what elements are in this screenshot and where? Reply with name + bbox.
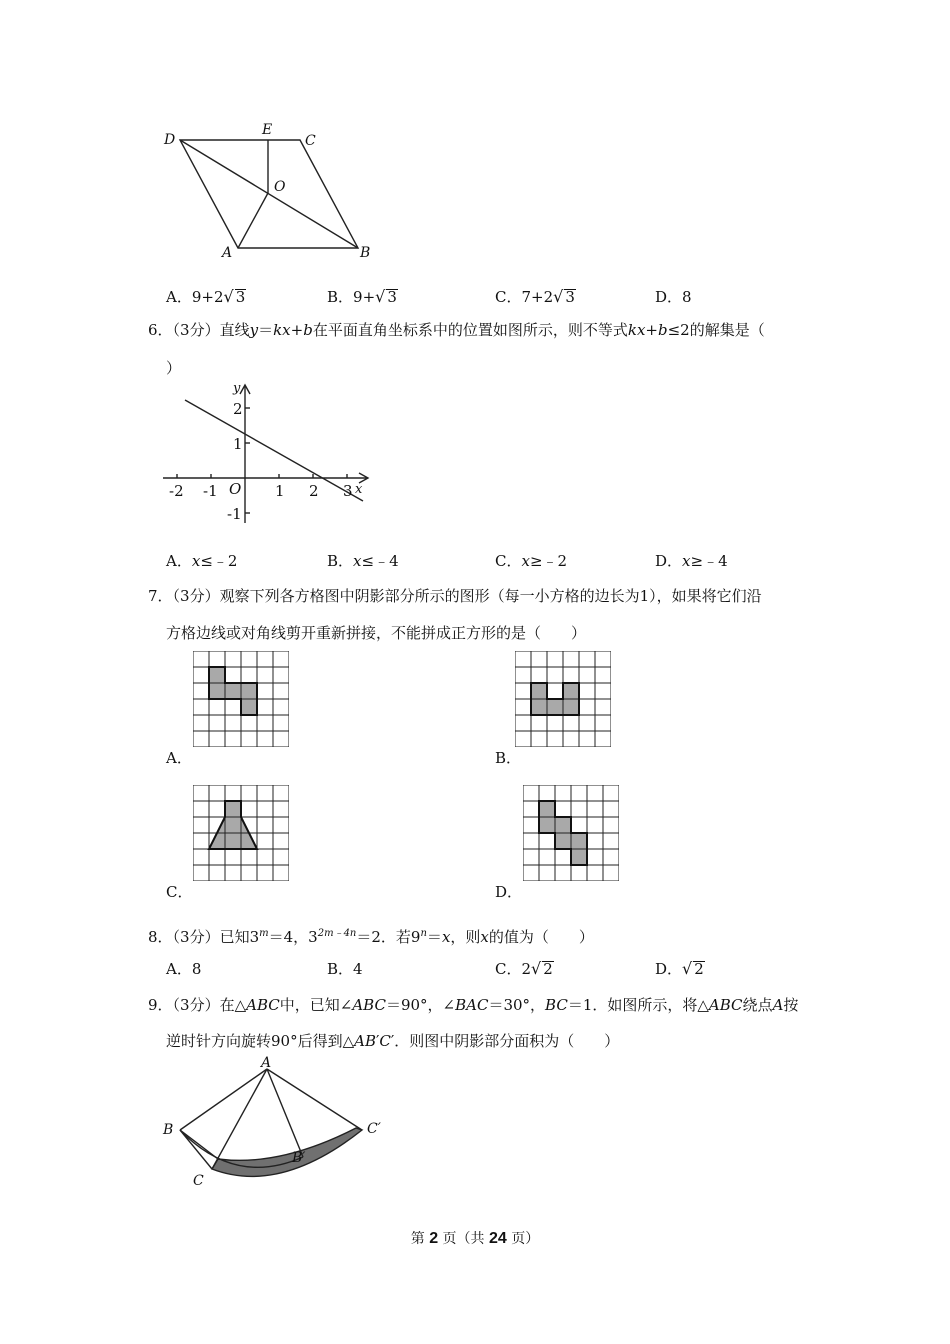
label-C: C xyxy=(305,133,316,149)
q6-option-b[interactable]: B．x≤﹣4 xyxy=(327,552,399,570)
q6-option-c[interactable]: C．x≥﹣2 xyxy=(495,552,568,570)
q7-label-a: A． xyxy=(166,749,192,767)
q8-option-b[interactable]: B．4 xyxy=(327,960,363,978)
q6-option-a[interactable]: A．x≤﹣2 xyxy=(166,552,238,570)
y-label: y xyxy=(233,381,241,396)
q7-stem-line2: 方格边线或对角线剪开重新拼接，不能拼成正方形的是（ ） xyxy=(166,624,587,642)
q6-graph xyxy=(155,378,380,528)
q6-stem-close: ） xyxy=(166,359,182,377)
q8-option-d[interactable]: D．√ 2 xyxy=(655,959,704,978)
q5-option-a[interactable]: A．9+2√ 3 xyxy=(166,287,246,306)
label-C-prime: C′ xyxy=(367,1121,381,1137)
q7-grid-c[interactable] xyxy=(193,785,289,881)
q6-option-d[interactable]: D．x≥﹣4 xyxy=(655,552,728,570)
x-tick: -2 xyxy=(169,482,184,500)
label-E: E xyxy=(262,122,273,138)
q7-grid-d[interactable] xyxy=(523,785,619,881)
y-tick: -1 xyxy=(227,505,242,523)
label-B: B xyxy=(163,1122,174,1138)
label-A: A xyxy=(261,1055,272,1071)
q8-option-c[interactable]: C．2√ 2 xyxy=(495,959,553,978)
label-B: B xyxy=(360,245,371,261)
x-tick: -1 xyxy=(203,482,218,500)
label-D: D xyxy=(164,132,176,148)
y-tick: 1 xyxy=(233,435,243,453)
q7-label-b: B． xyxy=(495,749,522,767)
q8-stem: 8．（3分）已知$3^m=4$，$3^{2m﹣4n}=2$．若$9^n=x$，则x的值为（ ） xyxy=(148,928,594,946)
y-tick: 2 xyxy=(233,400,243,418)
label-A: A xyxy=(222,245,233,261)
q5-option-d[interactable]: D．8 xyxy=(655,288,692,306)
q6-stem-line1: 6．（3分）直线y＝kx+b在平面直角坐标系中的位置如图所示，则不等式kx+b≤2的解集是（ xyxy=(148,321,765,339)
x-tick: 2 xyxy=(309,482,319,500)
shaded-region xyxy=(212,1128,362,1176)
q5-figure xyxy=(150,115,390,270)
origin-label: O xyxy=(229,480,242,498)
x-tick: 1 xyxy=(275,482,285,500)
page-footer: 第 2 页（共 24 页） xyxy=(410,1230,540,1247)
label-C: C xyxy=(193,1173,204,1189)
q5-option-c[interactable]: C．7+2√ 3 xyxy=(495,287,575,306)
label-O: O xyxy=(274,179,286,195)
q9-figure xyxy=(155,1055,395,1195)
q5-option-b[interactable]: B．9+√ 3 xyxy=(327,287,397,306)
x-label: x xyxy=(355,482,363,497)
q7-grid-a[interactable] xyxy=(193,651,289,747)
q7-stem-line1: 7．（3分）观察下列各方格图中阴影部分所示的图形（每一小方格的边长为1），如果将它们沿 xyxy=(148,587,762,605)
x-tick: 3 xyxy=(343,482,353,500)
q7-grid-b[interactable] xyxy=(515,651,611,747)
q9-stem-line2: 逆时针方向旋转90°后得到△AB′C′．则图中阴影部分面积为（ ） xyxy=(166,1032,620,1050)
q7-label-d: D． xyxy=(495,883,523,901)
q9-stem-line1: 9．（3分）在△ABC中，已知∠ABC＝90°，∠BAC＝30°，BC＝1．如图所示，将△ABC绕点A按 xyxy=(148,996,799,1014)
q8-option-a[interactable]: A．8 xyxy=(166,960,202,978)
label-B-prime: B′ xyxy=(292,1150,306,1166)
q7-label-c: C． xyxy=(166,883,193,901)
